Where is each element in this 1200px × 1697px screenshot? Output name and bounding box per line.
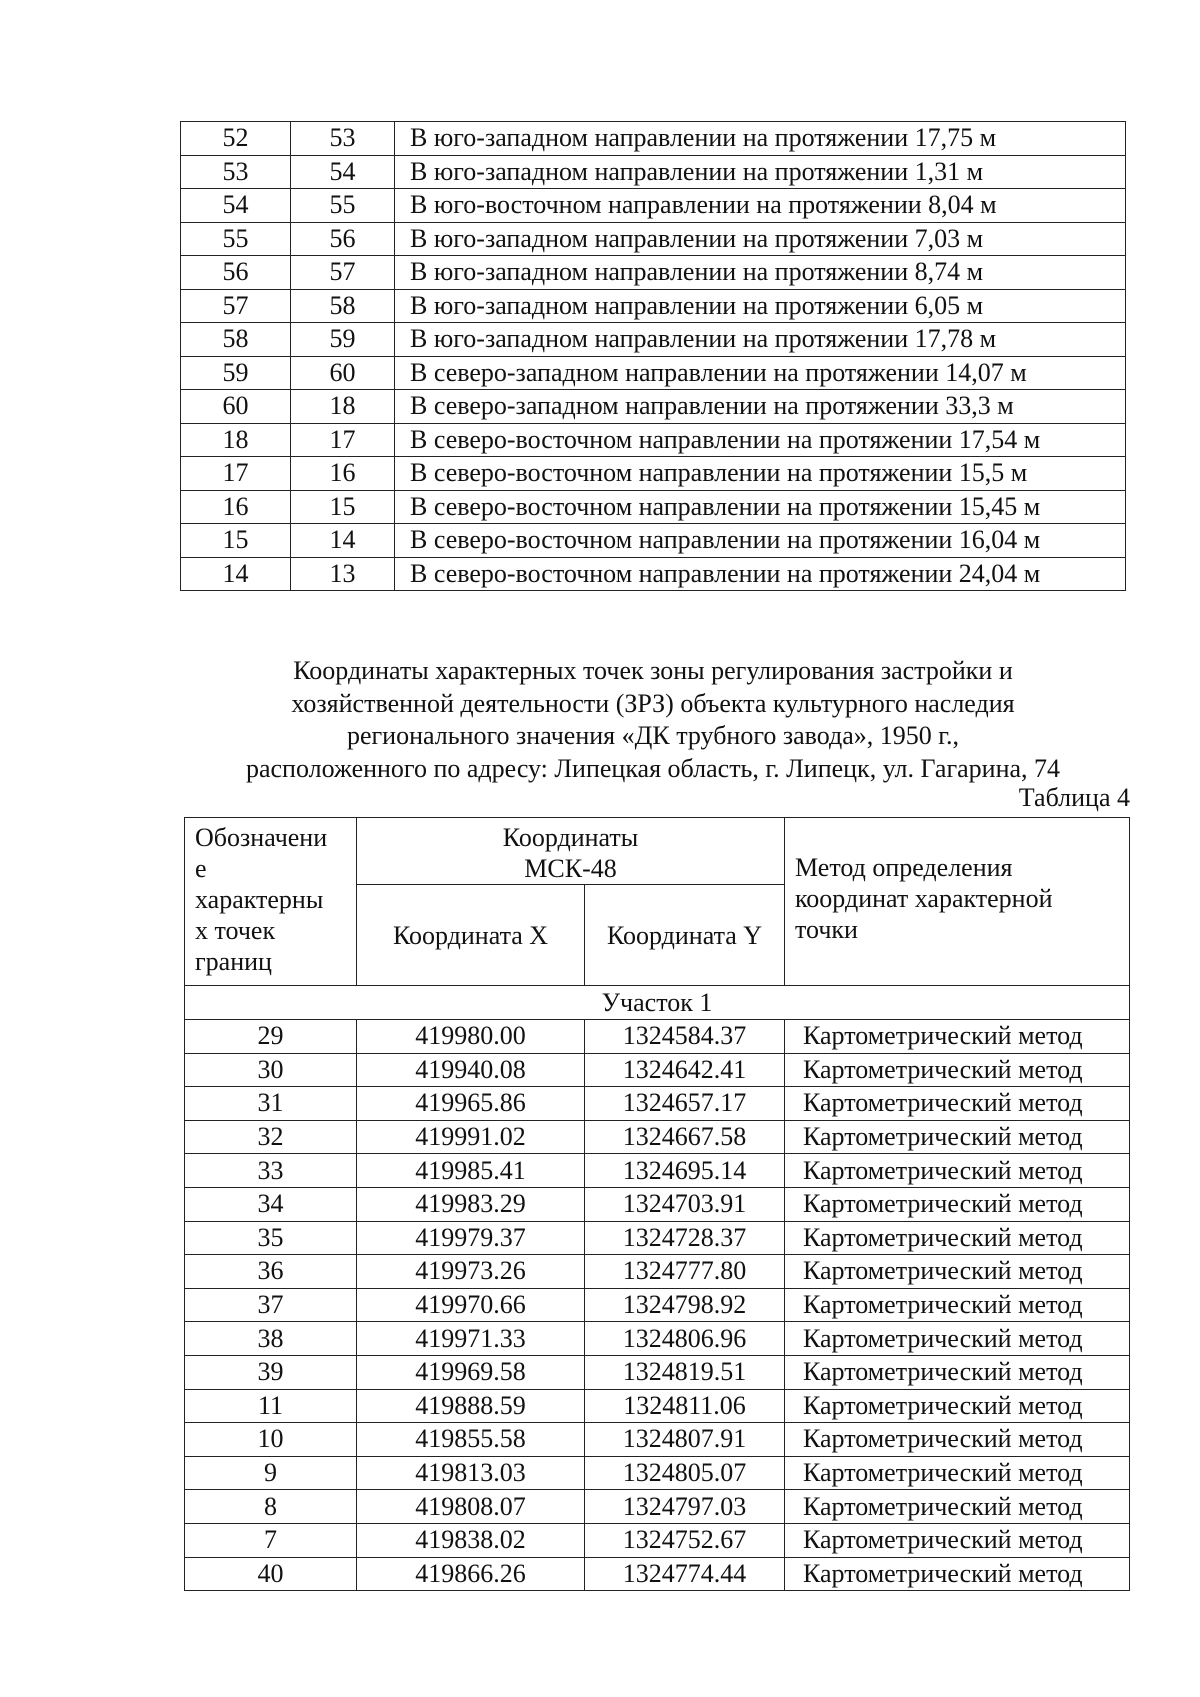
coord-x: 419808.07	[357, 1490, 585, 1524]
point-id: 33	[185, 1154, 357, 1188]
coord-method: Картометрический метод	[785, 1154, 1130, 1188]
coord-method: Картометрический метод	[785, 1120, 1130, 1154]
heading-line: регионального значения «ДК трубного завода», 1950 г.,	[346, 721, 960, 750]
coord-method: Картометрический метод	[785, 1389, 1130, 1423]
segment-to: 55	[291, 189, 395, 223]
segment-from: 53	[181, 155, 291, 189]
segment-from: 59	[181, 356, 291, 390]
segment-description: В северо-восточном направлении на протяжении 15,45 м	[395, 490, 1126, 524]
coord-row	[185, 1288, 1130, 1322]
coord-method: Картометрический метод	[785, 1255, 1130, 1289]
coord-x: 419888.59	[357, 1389, 585, 1423]
coord-y: 1324657.17	[585, 1087, 785, 1121]
segment-row	[181, 490, 1126, 524]
coord-x: 419970.66	[357, 1288, 585, 1322]
segment-from: 60	[181, 390, 291, 424]
coord-method: Картометрический метод	[785, 1053, 1130, 1087]
point-id: 39	[185, 1355, 357, 1389]
coord-row	[185, 1456, 1130, 1490]
coord-method: Картометрический метод	[785, 1187, 1130, 1221]
segment-to: 54	[291, 155, 395, 189]
coord-x: 419971.33	[357, 1322, 585, 1356]
segment-description: В юго-западном направлении на протяжении 7,03 м	[395, 222, 1126, 256]
coord-y: 1324752.67	[585, 1523, 785, 1557]
segment-description: В северо-восточном направлении на протяжении 24,04 м	[395, 557, 1126, 591]
coord-method: Картометрический метод	[785, 1221, 1130, 1255]
coord-x: 419991.02	[357, 1120, 585, 1154]
coord-method: Картометрический метод	[785, 1087, 1130, 1121]
segment-description: В северо-западном направлении на протяжении 14,07 м	[395, 356, 1126, 390]
segment-row	[181, 524, 1126, 558]
coord-y: 1324584.37	[585, 1020, 785, 1054]
coord-method: Картометрический метод	[785, 1523, 1130, 1557]
point-id: 7	[185, 1523, 357, 1557]
point-id: 34	[185, 1187, 357, 1221]
segment-row	[181, 457, 1126, 491]
header-point-designation: Обозначени е характерны х точек границ	[185, 818, 357, 986]
coord-row	[185, 1355, 1130, 1389]
segment-description: В юго-западном направлении на протяжении 17,75 м	[395, 122, 1126, 156]
segment-to: 53	[291, 122, 395, 156]
coord-x: 419980.00	[357, 1020, 585, 1054]
segment-to: 58	[291, 289, 395, 323]
segment-to: 15	[291, 490, 395, 524]
segment-from: 55	[181, 222, 291, 256]
coords-table-header	[185, 818, 1130, 986]
segment-row	[181, 323, 1126, 357]
segment-from: 56	[181, 256, 291, 290]
coord-row	[185, 1020, 1130, 1054]
point-id: 8	[185, 1490, 357, 1524]
coord-row	[185, 1120, 1130, 1154]
coord-row	[185, 1322, 1130, 1356]
coord-x: 419969.58	[357, 1355, 585, 1389]
point-id: 38	[185, 1322, 357, 1356]
segment-to: 17	[291, 423, 395, 457]
header-row	[185, 818, 1130, 885]
coord-row	[185, 1490, 1130, 1524]
point-id: 40	[185, 1557, 357, 1591]
coord-x: 419855.58	[357, 1423, 585, 1457]
segment-description: В юго-восточном направлении на протяжении 8,04 м	[395, 189, 1126, 223]
segment-description: В северо-восточном направлении на протяжении 17,54 м	[395, 423, 1126, 457]
segment-to: 56	[291, 222, 395, 256]
coord-x: 419973.26	[357, 1255, 585, 1289]
coord-y: 1324695.14	[585, 1154, 785, 1188]
point-id: 35	[185, 1221, 357, 1255]
coords-heading	[160, 655, 1146, 785]
segment-to: 18	[291, 390, 395, 424]
coord-method: Картометрический метод	[785, 1423, 1130, 1457]
coord-method: Картометрический метод	[785, 1456, 1130, 1490]
segment-from: 18	[181, 423, 291, 457]
coord-x: 419979.37	[357, 1221, 585, 1255]
coord-y: 1324703.91	[585, 1187, 785, 1221]
coord-x: 419983.29	[357, 1187, 585, 1221]
coord-y: 1324806.96	[585, 1322, 785, 1356]
coord-y: 1324805.07	[585, 1456, 785, 1490]
segment-description: В северо-восточном направлении на протяжении 15,5 м	[395, 457, 1126, 491]
segment-row	[181, 356, 1126, 390]
segment-row	[181, 256, 1126, 290]
table-label: Таблица 4	[1018, 783, 1130, 812]
coord-row	[185, 1423, 1130, 1457]
coord-x: 419985.41	[357, 1154, 585, 1188]
segment-to: 60	[291, 356, 395, 390]
segment-row	[181, 289, 1126, 323]
heading-line: хозяйственной деятельности (ЗРЗ) объекта культурного наследия	[291, 688, 1015, 718]
coord-row	[185, 1557, 1130, 1591]
header-coordinates: Координаты МСК-48	[357, 818, 785, 885]
section-label: Участок 1	[185, 986, 1130, 1020]
segment-to: 16	[291, 457, 395, 491]
header-y: Координата Y	[585, 885, 785, 986]
segment-description: В юго-западном направлении на протяжении 6,05 м	[395, 289, 1126, 323]
coord-row	[185, 1523, 1130, 1557]
segment-to: 57	[291, 256, 395, 290]
segment-from: 17	[181, 457, 291, 491]
segment-from: 54	[181, 189, 291, 223]
segment-row	[181, 390, 1126, 424]
heading-line: Координаты характерных точек зоны регулирования застройки и	[293, 656, 1013, 685]
coord-row	[185, 1053, 1130, 1087]
coord-y: 1324777.80	[585, 1255, 785, 1289]
header-method: Метод определения координат характерной точки	[785, 818, 1130, 986]
segment-to: 59	[291, 323, 395, 357]
point-id: 30	[185, 1053, 357, 1087]
coord-y: 1324811.06	[585, 1389, 785, 1423]
header-x: Координата X	[357, 885, 585, 986]
segment-from: 16	[181, 490, 291, 524]
point-id: 32	[185, 1120, 357, 1154]
coord-row	[185, 1389, 1130, 1423]
segment-description: В юго-западном направлении на протяжении 17,78 м	[395, 323, 1126, 357]
segment-from: 14	[181, 557, 291, 591]
section-row	[185, 986, 1130, 1020]
coord-y: 1324774.44	[585, 1557, 785, 1591]
coord-y: 1324667.58	[585, 1120, 785, 1154]
coord-y: 1324728.37	[585, 1221, 785, 1255]
segments-body	[181, 122, 1126, 591]
point-id: 29	[185, 1020, 357, 1054]
coord-method: Картометрический метод	[785, 1490, 1130, 1524]
segment-row	[181, 222, 1126, 256]
point-id: 11	[185, 1389, 357, 1423]
coord-x: 419940.08	[357, 1053, 585, 1087]
segment-row	[181, 423, 1126, 457]
heading-line: расположенного по адресу: Липецкая область, г. Липецк, ул. Гагарина, 74	[245, 753, 1061, 783]
coord-row	[185, 1255, 1130, 1289]
coord-x: 419813.03	[357, 1456, 585, 1490]
segment-description: В юго-западном направлении на протяжении 8,74 м	[395, 256, 1126, 290]
segment-from: 57	[181, 289, 291, 323]
coord-method: Картометрический метод	[785, 1020, 1130, 1054]
segment-from: 52	[181, 122, 291, 156]
coord-row	[185, 1154, 1130, 1188]
point-id: 37	[185, 1288, 357, 1322]
coord-method: Картометрический метод	[785, 1322, 1130, 1356]
point-id: 10	[185, 1423, 357, 1457]
segment-row	[181, 557, 1126, 591]
segment-description: В юго-западном направлении на протяжении 1,31 м	[395, 155, 1126, 189]
segment-row	[181, 155, 1126, 189]
coord-y: 1324798.92	[585, 1288, 785, 1322]
coord-x: 419866.26	[357, 1557, 585, 1591]
point-id: 31	[185, 1087, 357, 1121]
coord-x: 419965.86	[357, 1087, 585, 1121]
coord-x: 419838.02	[357, 1523, 585, 1557]
coord-row	[185, 1087, 1130, 1121]
segment-description: В северо-западном направлении на протяжении 33,3 м	[395, 390, 1126, 424]
segment-row	[181, 189, 1126, 223]
coord-y: 1324819.51	[585, 1355, 785, 1389]
segment-description: В северо-восточном направлении на протяжении 16,04 м	[395, 524, 1126, 558]
segments-table	[180, 121, 1126, 591]
point-id: 9	[185, 1456, 357, 1490]
point-id: 36	[185, 1255, 357, 1289]
coord-method: Картометрический метод	[785, 1288, 1130, 1322]
coord-method: Картометрический метод	[785, 1355, 1130, 1389]
segment-to: 14	[291, 524, 395, 558]
coord-method: Картометрический метод	[785, 1557, 1130, 1591]
segment-to: 13	[291, 557, 395, 591]
coords-table	[184, 817, 1130, 1591]
coord-y: 1324642.41	[585, 1053, 785, 1087]
coords-body	[185, 986, 1130, 1591]
coord-y: 1324807.91	[585, 1423, 785, 1457]
coord-y: 1324797.03	[585, 1490, 785, 1524]
coord-row	[185, 1187, 1130, 1221]
segment-from: 15	[181, 524, 291, 558]
coord-row	[185, 1221, 1130, 1255]
segment-from: 58	[181, 323, 291, 357]
segment-row	[181, 122, 1126, 156]
